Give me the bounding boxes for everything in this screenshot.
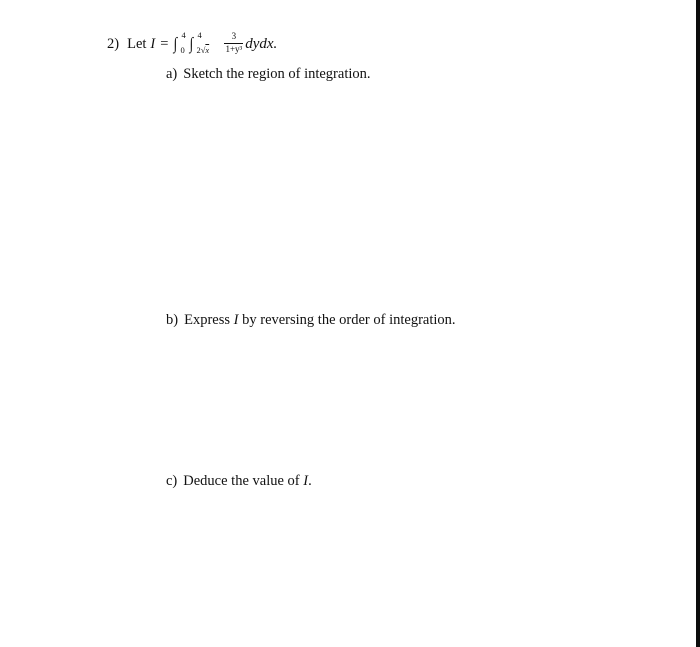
- part-b-text-after: by reversing the order of integration.: [238, 312, 456, 328]
- let-word: Let: [127, 35, 147, 52]
- question-number: 2): [107, 35, 120, 52]
- part-c-text-after: .: [308, 473, 312, 489]
- differential: dydx.: [245, 35, 278, 52]
- part-b: [166, 312, 456, 329]
- part-b-label: b): [166, 312, 179, 328]
- integrand-numerator: 3: [231, 31, 237, 42]
- question-2-statement: [107, 31, 277, 57]
- integrand-denominator: 1+y³: [225, 43, 243, 54]
- page-edge-border: [696, 0, 700, 647]
- equals-sign: =: [160, 35, 169, 52]
- integral-sign-icon: ∫: [173, 34, 178, 53]
- part-c-label: c): [166, 473, 178, 489]
- part-a-text: Sketch the region of integration.: [183, 66, 371, 82]
- outer-lower-limit: 0: [180, 45, 185, 55]
- part-a-label: a): [166, 66, 178, 82]
- part-b-variable: I: [233, 312, 239, 328]
- inner-lower-limit: [196, 46, 209, 55]
- part-b-text-before: Express: [184, 312, 234, 328]
- variable-i: I: [150, 35, 156, 52]
- part-c: [166, 473, 312, 490]
- outer-integral: [173, 31, 187, 57]
- sqrt-icon: √: [200, 45, 206, 55]
- inner-lower-radicand: x: [205, 45, 210, 55]
- integral-sign-icon: ∫: [189, 34, 194, 53]
- outer-upper-limit: 4: [181, 30, 186, 40]
- integrand-fraction: [224, 32, 243, 54]
- part-c-text-before: Deduce the value of: [183, 473, 304, 489]
- inner-integral: [189, 31, 223, 57]
- part-a: [166, 66, 371, 83]
- inner-upper-limit: 4: [197, 30, 202, 40]
- inner-lower-prefix: 2: [196, 45, 201, 55]
- part-c-variable: I: [303, 473, 309, 489]
